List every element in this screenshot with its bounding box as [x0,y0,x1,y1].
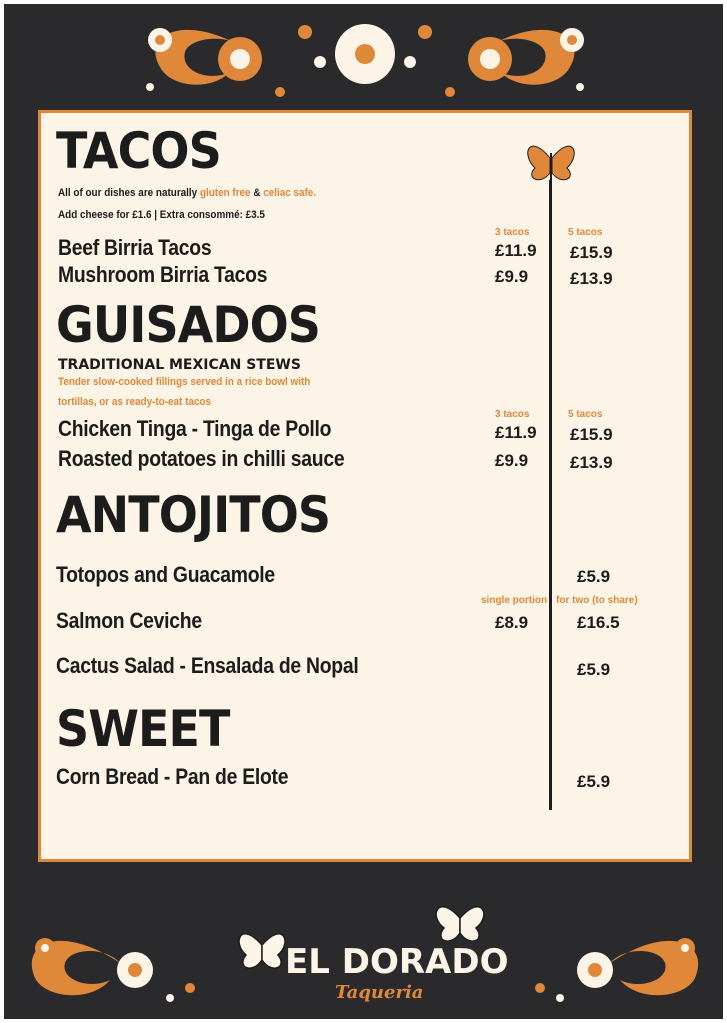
menu-item-name: Beef Birria Tacos [58,235,212,260]
menu-item-price: £16.5 [577,613,620,632]
guisados-description: tortillas, or as ready-to-eat tacos [58,396,211,408]
menu-item-price: £5.9 [577,567,611,586]
brand-subtitle: Taqueria [335,982,424,1003]
menu-item-price: £9.9 [495,451,529,470]
menu-item-price: £8.9 [495,613,529,632]
menu-item-price: £15.9 [570,243,613,262]
menu-item-price: £5.9 [577,660,611,679]
brand-name: EL DORADO [285,942,509,982]
guisados-subheading: TRADITIONAL MEXICAN STEWS [58,357,301,373]
extras-note: Add cheese for £1.6 | Extra consommé: £3.5 [58,209,265,221]
guisados-col1-label: 3 tacos [495,409,530,420]
antojitos-heading: ANTOJITOS [56,486,331,544]
menu-item-name: Salmon Ceviche [56,608,202,633]
tacos-col1-label: 3 tacos [495,227,530,238]
price-divider-line [549,180,552,810]
sweet-heading: SWEET [56,700,230,758]
single-portion-label: single portion [481,595,548,606]
for-two-label: for two (to share) [556,595,638,606]
guisados-description: Tender slow-cooked fillings served in a rice bowl with [58,376,311,388]
menu-item-price: £11.9 [495,241,537,260]
menu-item-price: £5.9 [577,772,611,791]
menu-item-name: Chicken Tinga - Tinga de Pollo [58,416,332,441]
tacos-col2-label: 5 tacos [568,227,603,238]
top-floral-ornament-icon [130,12,600,102]
brand-butterfly-icon [232,915,292,975]
menu-item-price: £13.9 [570,269,613,288]
menu-item-price: £9.9 [495,267,529,286]
guisados-heading: GUISADOS [56,296,321,354]
menu-item-name: Corn Bread - Pan de Elote [56,764,289,789]
menu-item-price: £13.9 [570,453,613,472]
tacos-heading: TACOS [56,122,221,180]
butterfly-icon [520,128,584,188]
guisados-col2-label: 5 tacos [568,409,603,420]
menu-item-name: Mushroom Birria Tacos [58,262,268,287]
menu-item-name: Cactus Salad - Ensalada de Nopal [56,653,359,678]
menu-item-name: Roasted potatoes in chilli sauce [58,446,345,471]
menu-item-price: £11.9 [495,423,537,442]
brand-butterfly-icon [428,888,492,948]
menu-item-price: £15.9 [570,425,613,444]
dietary-note: All of our dishes are naturally gluten free & celiac safe. [58,187,317,199]
menu-item-name: Totopos and Guacamole [56,562,275,587]
